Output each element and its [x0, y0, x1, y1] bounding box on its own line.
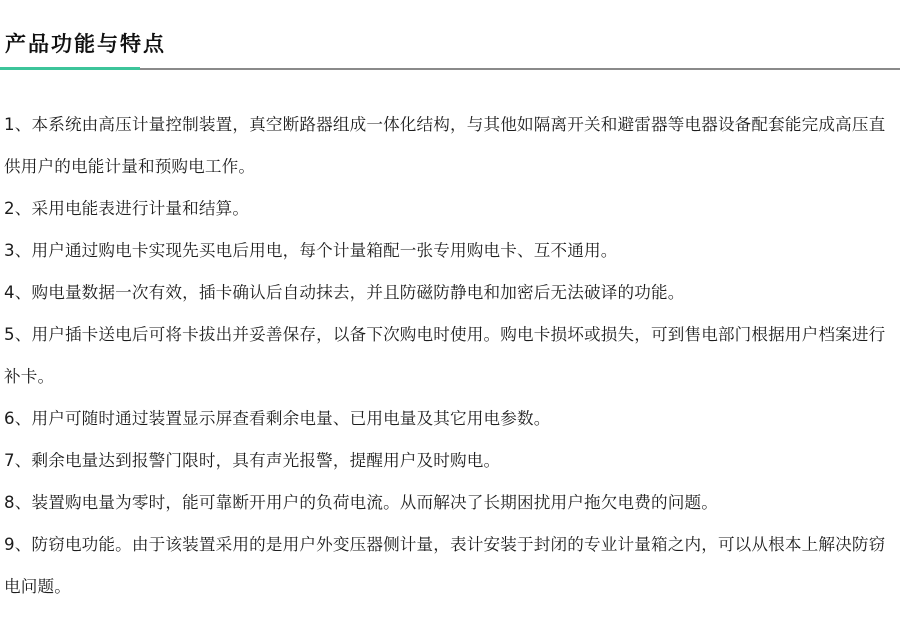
feature-item-2: 2、采用电能表进行计量和结算。 — [4, 199, 250, 218]
feature-item-9: 9、防窃电功能。由于该装置采用的是用户外变压器侧计量，表计安装于封闭的专业计量箱之内，可以从根本上解决防窃电问题。 — [4, 535, 886, 596]
feature-item-7: 7、剩余电量达到报警门限时，具有声光报警，提醒用户及时购电。 — [4, 451, 501, 470]
feature-item-1: 1、本系统由高压计量控制装置，真空断路器组成一体化结构，与其他如隔离开关和避雷器等电器设备配套能完成高压直供用户的电能计量和预购电工作。 — [4, 115, 886, 176]
feature-list — [4, 104, 896, 608]
feature-item-3: 3、用户通过购电卡实现先买电后用电，每个计量箱配一张专用购电卡、互不通用。 — [4, 241, 618, 260]
feature-item-5: 5、用户插卡送电后可将卡拔出并妥善保存，以备下次购电时使用。购电卡损坏或损失，可到售电部门根据用户档案进行补卡。 — [4, 325, 886, 386]
section-title: 产品功能与特点 — [5, 32, 166, 56]
section-header — [0, 0, 900, 72]
feature-item-4: 4、购电量数据一次有效，插卡确认后自动抹去，并且防磁防静电和加密后无法破译的功能。 — [4, 283, 685, 302]
feature-item-6: 6、用户可随时通过装置显示屏查看剩余电量、已用电量及其它用电参数。 — [4, 409, 551, 428]
header-accent-bar — [0, 67, 140, 70]
feature-item-8: 8、装置购电量为零时，能可靠断开用户的负荷电流。从而解决了长期困扰用户拖欠电费的问题。 — [4, 493, 718, 512]
